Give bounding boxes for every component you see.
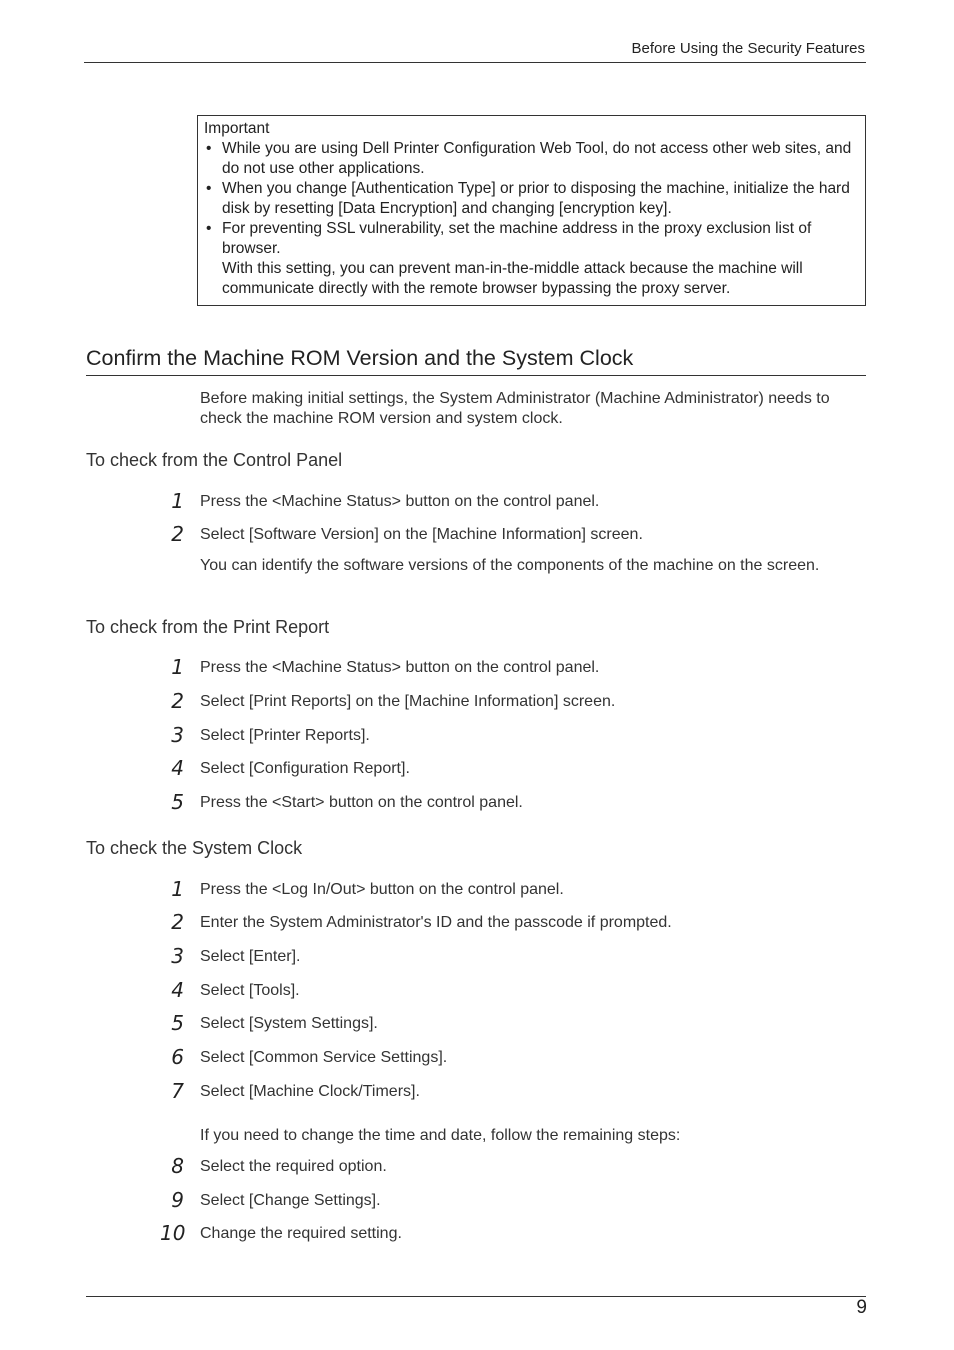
section-title: Confirm the Machine ROM Version and the System Clock bbox=[86, 346, 866, 376]
step-item bbox=[160, 689, 860, 717]
step-text: Enter the System Administrator's ID and the passcode if prompted. bbox=[200, 914, 672, 931]
step-number: 2 bbox=[171, 910, 184, 934]
step-item bbox=[160, 655, 860, 683]
step-number: 4 bbox=[171, 756, 184, 780]
step-item bbox=[160, 723, 860, 751]
step-text: Select the required option. bbox=[200, 1158, 387, 1175]
step-text: Select [Tools]. bbox=[200, 982, 300, 999]
running-header: Before Using the Security Features bbox=[631, 40, 865, 57]
step-text: Select [Software Version] on the [Machine Information] screen. bbox=[200, 526, 643, 543]
step-note: You can identify the software versions of the components of the machine on the screen. bbox=[200, 557, 820, 574]
step-item bbox=[160, 1079, 860, 1107]
step-number: 4 bbox=[171, 978, 184, 1002]
step-item bbox=[160, 1188, 860, 1216]
step-item bbox=[160, 756, 860, 784]
step-item bbox=[160, 944, 860, 972]
step-text: Select [Printer Reports]. bbox=[200, 727, 370, 744]
step-number: 8 bbox=[171, 1154, 184, 1178]
step-item bbox=[160, 877, 860, 905]
important-note: With this setting, you can prevent man-in-the-middle attack because the machine will communicate directly with the remote browser bypassing the proxy server. bbox=[222, 260, 803, 297]
step-number: 9 bbox=[171, 1188, 184, 1212]
step-item bbox=[160, 1045, 860, 1073]
step-number: 6 bbox=[171, 1045, 184, 1069]
step-item bbox=[160, 489, 860, 517]
step-item bbox=[160, 1221, 860, 1249]
step-number: 2 bbox=[171, 689, 184, 713]
step-text: Select [Machine Clock/Timers]. bbox=[200, 1083, 420, 1100]
important-bullet-list bbox=[204, 139, 857, 299]
step-number: 1 bbox=[171, 489, 184, 513]
important-bullet-text: For preventing SSL vulnerability, set the machine address in the proxy exclusion list of browser. bbox=[222, 220, 812, 257]
step-item bbox=[160, 522, 860, 550]
step-text: Select [Print Reports] on the [Machine Information] screen. bbox=[200, 693, 616, 710]
step-number: 10 bbox=[160, 1221, 186, 1245]
step-number: 5 bbox=[171, 790, 184, 814]
step-item bbox=[160, 910, 860, 938]
step-number: 3 bbox=[171, 944, 184, 968]
important-bullet: • When you change [Authentication Type] or prior to disposing the machine, initialize the hard disk by resetting [Data Encryption] and changing [encryption key]. bbox=[204, 179, 857, 219]
step-text: Press the <Start> button on the control panel. bbox=[200, 794, 523, 811]
subheading-system-clock: To check the System Clock bbox=[86, 838, 303, 858]
important-bullet bbox=[204, 219, 857, 299]
step-text: Select [Common Service Settings]. bbox=[200, 1049, 448, 1066]
important-notice-box bbox=[197, 115, 866, 306]
step-number: 1 bbox=[171, 877, 184, 901]
subheading-print-report: To check from the Print Report bbox=[86, 617, 330, 637]
step-number: 2 bbox=[171, 522, 184, 546]
step-number: 7 bbox=[171, 1079, 184, 1103]
subheading-control-panel: To check from the Control Panel bbox=[86, 450, 343, 470]
step-number: 3 bbox=[171, 723, 184, 747]
step-text: Change the required setting. bbox=[200, 1225, 402, 1242]
step-text: Select [Change Settings]. bbox=[200, 1192, 381, 1209]
important-label: Important bbox=[204, 120, 270, 137]
step-text: Press the <Log In/Out> button on the control panel. bbox=[200, 881, 564, 898]
page-number: 9 bbox=[856, 1297, 867, 1318]
step-number: 1 bbox=[171, 655, 184, 679]
step-number: 5 bbox=[171, 1011, 184, 1035]
footer-divider bbox=[86, 1296, 866, 1297]
step-text: Select [System Settings]. bbox=[200, 1015, 378, 1032]
step-text: Select [Enter]. bbox=[200, 948, 301, 965]
step-item bbox=[160, 790, 860, 818]
step-item bbox=[160, 978, 860, 1006]
section-intro: Before making initial settings, the System Administrator (Machine Administrator) needs to check the machine ROM version and system clock. bbox=[200, 390, 830, 427]
step-text: Press the <Machine Status> button on the control panel. bbox=[200, 659, 600, 676]
step-note: If you need to change the time and date, follow the remaining steps: bbox=[200, 1127, 681, 1144]
step-item bbox=[160, 1154, 860, 1182]
step-item bbox=[160, 1011, 860, 1039]
header-divider bbox=[84, 62, 866, 63]
step-text: Select [Configuration Report]. bbox=[200, 760, 410, 777]
important-bullet: • While you are using Dell Printer Configuration Web Tool, do not access other web sites, and do not use other applications. bbox=[204, 139, 857, 179]
step-text: Press the <Machine Status> button on the control panel. bbox=[200, 493, 600, 510]
